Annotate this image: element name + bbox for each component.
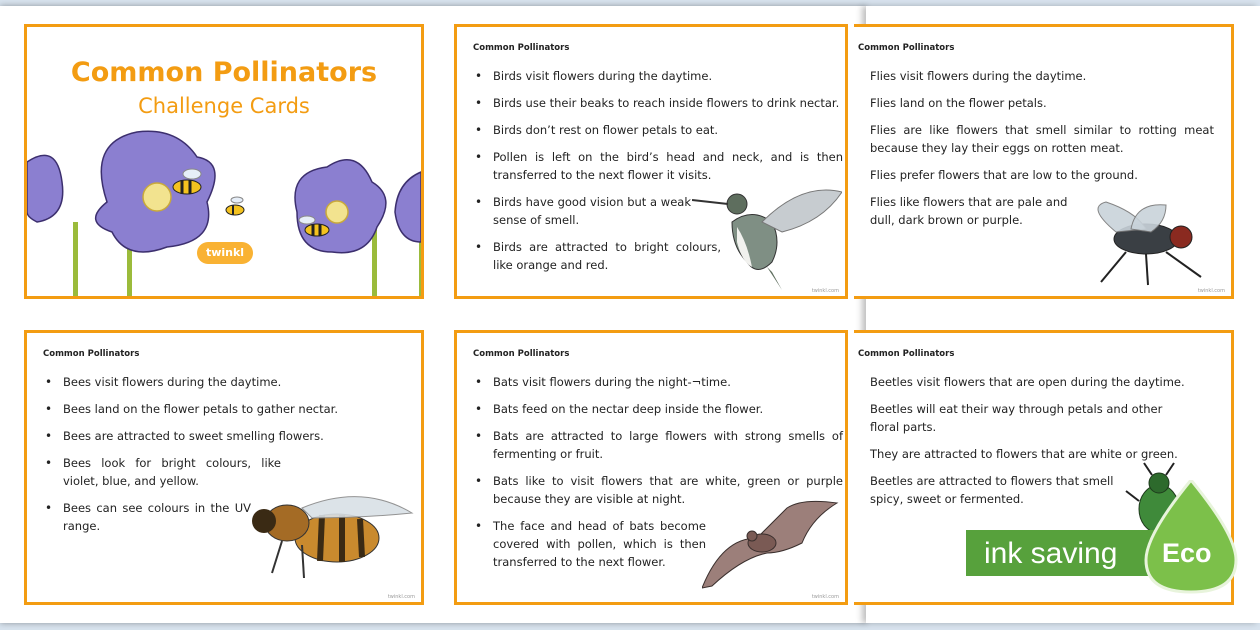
eco-ink-saving-badge: [966, 480, 1260, 595]
list-item: • Bees can see colours in the UV range.: [41, 499, 251, 535]
card-heading: Common Pollinators: [473, 43, 570, 53]
card-heading: Common Pollinators: [473, 349, 570, 359]
page-title: Common Pollinators: [70, 57, 378, 88]
page-subtitle: Challenge Cards: [138, 94, 310, 118]
list-item: • Bees visit flowers during the daytime.: [41, 373, 413, 391]
list-item: • Birds visit flowers during the daytime.: [471, 67, 843, 85]
eco-text: ink saving: [984, 537, 1118, 570]
list-item: Beetles are attracted to flowers that smell spicy, sweet or fermented.: [870, 474, 1114, 506]
hummingbird-illustration: [692, 182, 842, 292]
footer-mark: twinkl.com: [387, 594, 415, 600]
list-item: • Bats like to visit flowers that are white, green or purple because they are visible at night.: [471, 472, 843, 508]
list-item: • Bats visit flowers during the night-¬time.: [471, 373, 843, 391]
bee-icon: [226, 197, 244, 215]
card-bees: [24, 330, 424, 605]
flowers-and-bees-illustration: [27, 102, 421, 299]
list-item: • Bees look for bright colours, like violet, blue, and yellow.: [41, 454, 281, 490]
footer-mark: twinkl.com: [811, 288, 839, 294]
list-item: Flies prefer flowers that are low to the ground.: [870, 168, 1138, 182]
list-item: • Birds are attracted to bright colours, like orange and red.: [471, 238, 721, 274]
list-item: Flies land on the flower petals.: [870, 96, 1047, 110]
list-item: • The face and head of bats become covered with pollen, which is then transferred to the next flower.: [471, 517, 706, 571]
list-item: Beetles visit flowers that are open during the daytime.: [870, 375, 1185, 389]
list-item: They are attracted to flowers that are white or green.: [870, 447, 1178, 461]
list-item: • Birds don’t rest on flower petals to eat.: [471, 121, 843, 139]
card-heading: Common Pollinators: [858, 43, 955, 53]
footer-mark: twinkl.com: [1197, 288, 1225, 294]
list-item: Beetles will eat their way through petals and other floral parts.: [870, 402, 1163, 434]
card-flies: [854, 24, 1234, 299]
flower-left-edge: [27, 155, 63, 222]
fly-illustration: [1076, 197, 1216, 287]
list-item: • Birds use their beaks to reach inside flowers to drink nectar.: [471, 94, 843, 112]
list-item: Flies like flowers that are pale and dull, dark brown or purple.: [870, 195, 1068, 227]
list-item: • Birds have good vision but a weak sense of smell.: [471, 193, 691, 229]
list-item: • Bees are attracted to sweet smelling flowers.: [41, 427, 413, 445]
list-item: • Pollen is left on the bird’s head and neck, and is then transferred to the next flower it visits.: [471, 148, 843, 184]
eco-word: Eco: [1162, 538, 1212, 568]
footer-mark: twinkl.com: [811, 594, 839, 600]
list-item: • Bats are attracted to large flowers with strong smells of fermenting or fruit.: [471, 427, 843, 463]
list-item: • Bees land on the flower petals to gather nectar.: [41, 400, 413, 418]
flower-right-edge: [395, 172, 421, 242]
card-heading: Common Pollinators: [858, 349, 955, 359]
twinkl-logo: twinkl: [197, 242, 253, 264]
bee-illustration: [242, 473, 417, 583]
card-birds: [454, 24, 848, 299]
list-item: • Bats feed on the nectar deep inside the flower.: [471, 400, 843, 418]
list-item: Flies visit flowers during the daytime.: [870, 69, 1087, 83]
list-item: Flies are like flowers that smell similar to rotting meat because they lay their eggs on rotten meat.: [870, 123, 1214, 155]
card-bats: [454, 330, 848, 605]
card-heading: Common Pollinators: [43, 349, 140, 359]
bat-illustration: [702, 498, 842, 593]
title-card: [24, 24, 424, 299]
